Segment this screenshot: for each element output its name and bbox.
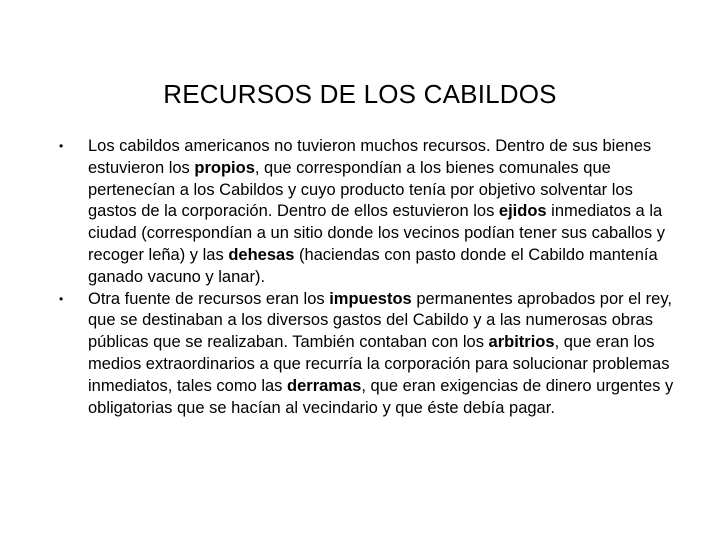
bullet-item — [56, 289, 686, 420]
text-segment: permanentes aprobados por el rey, que se destinaban a los diversos gastos del Cabildo y a las numerosas obras públicas que se realizaban. También contaban con los — [88, 289, 672, 352]
bullet-item — [56, 136, 686, 289]
text-segment: Los cabildos americanos no tuvieron muchos recursos. Dentro de sus bienes estuvieron los — [88, 137, 652, 177]
bold-term: derramas — [287, 376, 362, 395]
text-segment: (haciendas con pasto donde el Cabildo mantenía ganado vacuno y lanar). — [88, 245, 658, 286]
bold-term: ejidos — [498, 202, 547, 221]
bold-term: impuestos — [329, 289, 412, 308]
bullet-mark: • — [59, 139, 64, 153]
bullet-text — [88, 290, 673, 417]
text-segment: inmediatos a la ciudad (correspondían a un sitio donde los vecinos podían tener sus caballos y recoger leña) y las — [88, 202, 665, 264]
bold-term: dehesas — [228, 245, 295, 264]
bullet-text — [88, 137, 665, 286]
text-segment: , que correspondían a los bienes comunales que pertenecían a los Cabildos y cuyo producto tenía por objetivo solventar los gastos de la corporación. Dentro de ellos estuvieron los — [88, 158, 633, 221]
text-segment: , que eran los medios extraordinarios a que recurría la corporación para solucionar problemas inmediatos, tales como las — [88, 333, 670, 395]
bullet-list — [56, 136, 686, 419]
bold-term: arbitrios — [488, 333, 555, 352]
slide-title: RECURSOS DE LOS CABILDOS — [163, 79, 557, 109]
text-segment: Otra fuente de recursos eran los — [88, 289, 330, 308]
bold-term: propios — [194, 158, 255, 177]
bullet-mark: • — [59, 291, 64, 306]
text-segment: , que eran exigencias de dinero urgentes y obligatorias que se hacían al vecindario y que éste debía pagar. — [88, 376, 674, 417]
